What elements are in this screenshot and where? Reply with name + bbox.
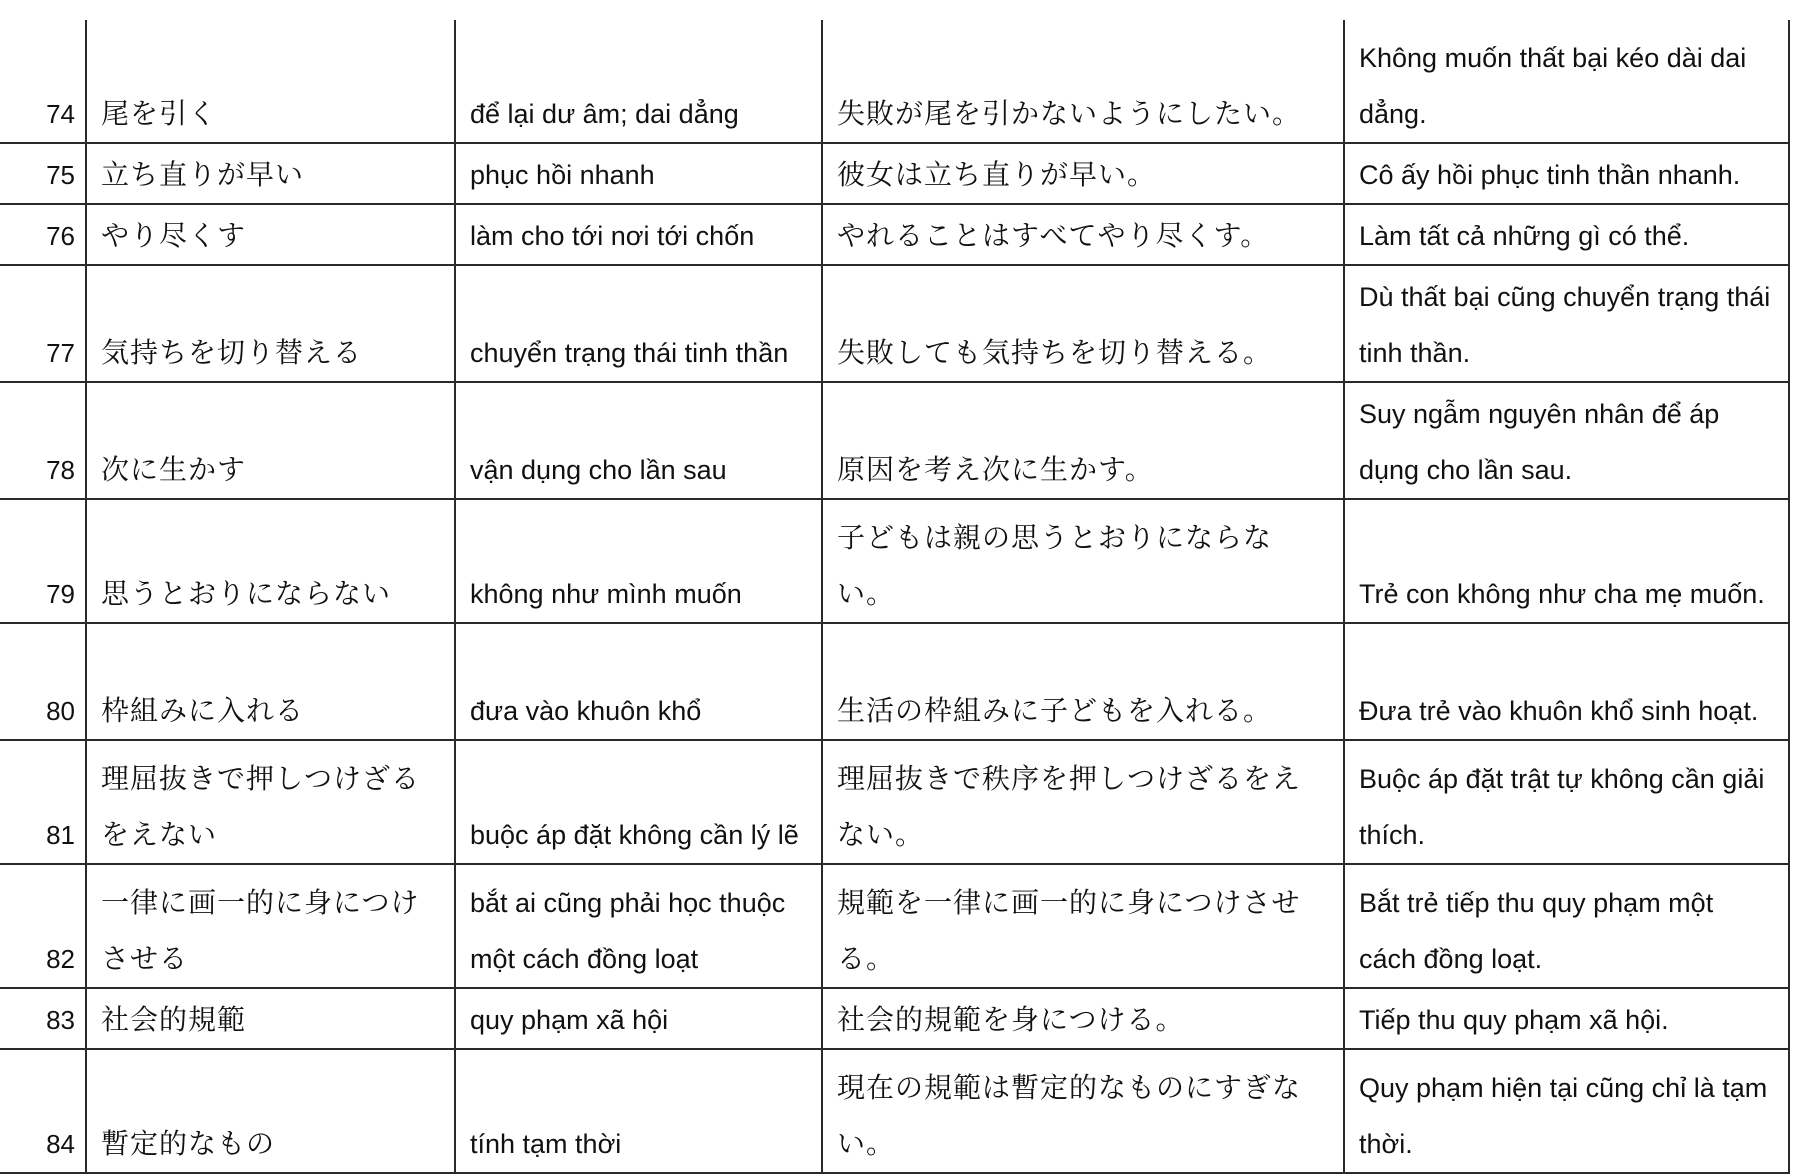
- translation-cell: Không muốn thất bại kéo dài dai dẳng.: [1344, 20, 1789, 143]
- translation-cell: Dù thất bại cũng chuyển trạng thái tinh thần.: [1344, 265, 1789, 382]
- table-row: [0, 864, 1789, 988]
- term-cell: やり尽くす: [86, 204, 455, 265]
- table-row: [0, 382, 1789, 499]
- example-cell: 生活の枠組みに子どもを入れる。: [822, 623, 1344, 740]
- term-cell: 尾を引く: [86, 20, 455, 143]
- translation-cell: Quy phạm hiện tại cũng chỉ là tạm thời.: [1344, 1049, 1789, 1173]
- example-cell: 失敗しても気持ちを切り替える。: [822, 265, 1344, 382]
- row-number: 78: [0, 382, 86, 499]
- translation-cell: Làm tất cả những gì có thể.: [1344, 204, 1789, 265]
- term-cell: 立ち直りが早い: [86, 143, 455, 204]
- meaning-cell: để lại dư âm; dai dẳng: [455, 20, 822, 143]
- meaning-cell: buộc áp đặt không cần lý lẽ: [455, 740, 822, 864]
- row-number: 83: [0, 988, 86, 1049]
- example-cell: 現在の規範は暫定的なものにすぎない。: [822, 1049, 1344, 1173]
- translation-cell: Cô ấy hồi phục tinh thần nhanh.: [1344, 143, 1789, 204]
- table-row: [0, 499, 1789, 623]
- example-cell: 彼女は立ち直りが早い。: [822, 143, 1344, 204]
- term-cell: 理屈抜きで押しつけざるをえない: [86, 740, 455, 864]
- meaning-cell: bắt ai cũng phải học thuộc một cách đồng loạt: [455, 864, 822, 988]
- table-row: [0, 204, 1789, 265]
- meaning-cell: phục hồi nhanh: [455, 143, 822, 204]
- meaning-cell: vận dụng cho lần sau: [455, 382, 822, 499]
- vocabulary-table: [0, 20, 1790, 1174]
- term-cell: 次に生かす: [86, 382, 455, 499]
- term-cell: 思うとおりにならない: [86, 499, 455, 623]
- example-cell: 規範を一律に画一的に身につけさせる。: [822, 864, 1344, 988]
- row-number: 75: [0, 143, 86, 204]
- table-row: [0, 265, 1789, 382]
- row-number: 74: [0, 20, 86, 143]
- table-row: [0, 740, 1789, 864]
- term-cell: 枠組みに入れる: [86, 623, 455, 740]
- term-cell: 気持ちを切り替える: [86, 265, 455, 382]
- meaning-cell: chuyển trạng thái tinh thần: [455, 265, 822, 382]
- row-number: 84: [0, 1049, 86, 1173]
- example-cell: 子どもは親の思うとおりにならない。: [822, 499, 1344, 623]
- table-row: [0, 143, 1789, 204]
- meaning-cell: quy phạm xã hội: [455, 988, 822, 1049]
- example-cell: 原因を考え次に生かす。: [822, 382, 1344, 499]
- row-number: 76: [0, 204, 86, 265]
- table-row: [0, 623, 1789, 740]
- translation-cell: Trẻ con không như cha mẹ muốn.: [1344, 499, 1789, 623]
- row-number: 79: [0, 499, 86, 623]
- term-cell: 暫定的なもの: [86, 1049, 455, 1173]
- meaning-cell: đưa vào khuôn khổ: [455, 623, 822, 740]
- row-number: 81: [0, 740, 86, 864]
- translation-cell: Suy ngẫm nguyên nhân để áp dụng cho lần sau.: [1344, 382, 1789, 499]
- translation-cell: Buộc áp đặt trật tự không cần giải thích.: [1344, 740, 1789, 864]
- translation-cell: Đưa trẻ vào khuôn khổ sinh hoạt.: [1344, 623, 1789, 740]
- meaning-cell: làm cho tới nơi tới chốn: [455, 204, 822, 265]
- translation-cell: Tiếp thu quy phạm xã hội.: [1344, 988, 1789, 1049]
- translation-cell: Bắt trẻ tiếp thu quy phạm một cách đồng loạt.: [1344, 864, 1789, 988]
- example-cell: 理屈抜きで秩序を押しつけざるをえない。: [822, 740, 1344, 864]
- meaning-cell: tính tạm thời: [455, 1049, 822, 1173]
- example-cell: 社会的規範を身につける。: [822, 988, 1344, 1049]
- example-cell: やれることはすべてやり尽くす。: [822, 204, 1344, 265]
- table-row: [0, 20, 1789, 143]
- meaning-cell: không như mình muốn: [455, 499, 822, 623]
- table-row: [0, 988, 1789, 1049]
- row-number: 77: [0, 265, 86, 382]
- example-cell: 失敗が尾を引かないようにしたい。: [822, 20, 1344, 143]
- term-cell: 社会的規範: [86, 988, 455, 1049]
- term-cell: 一律に画一的に身につけさせる: [86, 864, 455, 988]
- row-number: 80: [0, 623, 86, 740]
- row-number: 82: [0, 864, 86, 988]
- table-row: [0, 1049, 1789, 1173]
